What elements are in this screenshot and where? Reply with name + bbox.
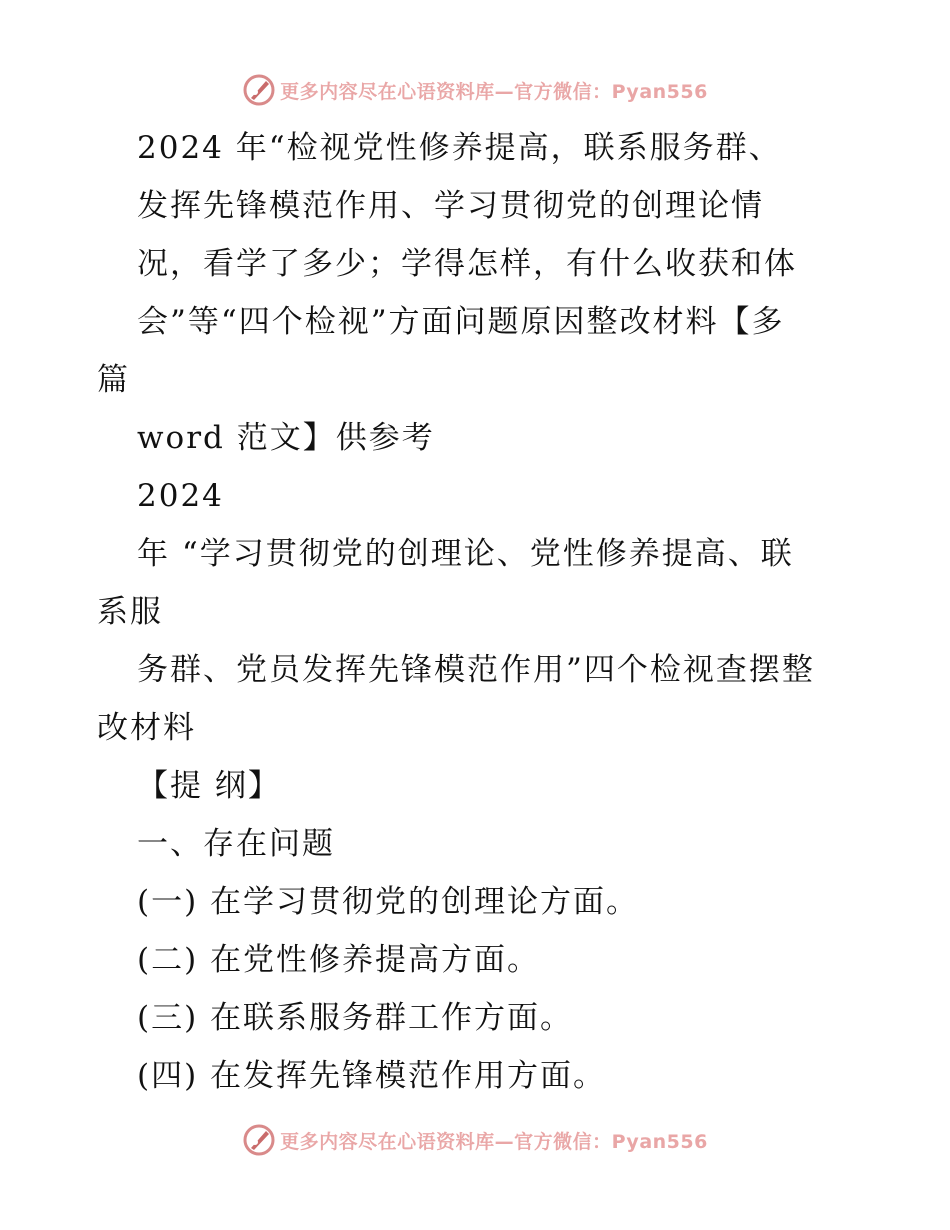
title-line: 况，看学了多少；学得怎样，有什么收获和体 [137,246,797,282]
footer-watermark [0,1120,950,1160]
title-line: 篇 [97,362,130,398]
outline-heading: 【提 纲】 [137,768,281,804]
list-item: (一) 在学习贯彻党的创理论方面。 [137,884,640,920]
list-item: (三) 在联系服务群工作方面。 [137,1000,574,1036]
list-item: (四) 在发挥先锋模范作用方面。 [137,1058,607,1094]
title-line: 发挥先锋模范作用、学习贯彻党的创理论情 [137,188,764,224]
logo-icon [242,1123,276,1157]
section-heading: 一、存在问题 [137,826,335,862]
title-line: 2024 年“检视党性修养提高，联系服务群、 [137,130,782,166]
title-line: 会”等“四个检视”方面问题原因整改材料【多 [137,304,785,340]
logo-icon [242,73,276,107]
subtitle-line: 系服 [97,594,163,630]
list-item: (二) 在党性修养提高方面。 [137,942,541,978]
watermark-text: 更多内容尽在心语资料库—官方微信：Pyan556 [280,80,708,103]
header-watermark [0,70,950,110]
title-line: word 范文】供参考 [137,420,435,456]
subtitle-line: 2024 [137,478,224,514]
watermark-text: 更多内容尽在心语资料库—官方微信：Pyan556 [280,1130,708,1153]
subtitle-line: 年 “学习贯彻党的创理论、党性修养提高、联 [137,536,794,572]
subtitle-line: 改材料 [97,710,196,746]
subtitle-line: 务群、党员发挥先锋模范作用”四个检视查摆整 [137,652,815,688]
